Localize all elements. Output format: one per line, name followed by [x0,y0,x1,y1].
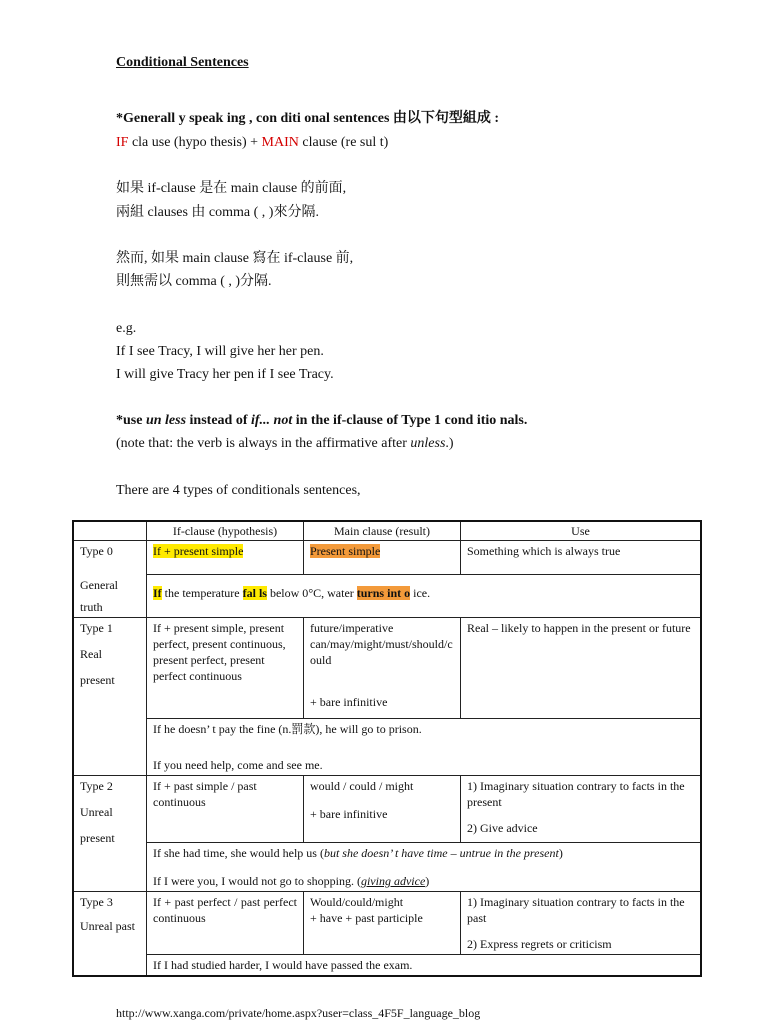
page-title: Conditional Sentences [116,55,249,70]
type-desc: Real [80,647,102,661]
footer-url[interactable]: http://www.xanga.com/private/home.aspx?user=class_4F5F_language_blog [116,1006,481,1020]
type3-main-line: Would/could/might [310,895,404,909]
type-name: Type 2 [80,779,113,793]
unless-rule-text: *use [116,413,146,428]
type3-use-line: 2) Express regrets or criticism [467,937,612,951]
type2-main-line: + bare infinitive [310,807,388,821]
conditionals-table [72,520,702,977]
intro-heading: *Generall y speak ing , con diti onal sentences 由以下句型組成 : [116,111,500,126]
type2-if: If + past simple / past continuous [147,776,304,843]
type3-label [73,892,147,977]
table-row [73,955,701,977]
type1-use: Real – likely to happen in the present or future [461,618,702,719]
table-row [73,541,701,575]
type-desc: General [80,578,118,592]
type-desc: truth [80,600,103,614]
example-text: If she had time, she would help us ( [153,846,324,860]
main-keyword: MAIN [261,135,299,150]
type3-main-line: + have + past participle [310,911,423,925]
example-text: below 0 [266,586,309,600]
type2-example [147,843,702,892]
type1-label [73,618,147,776]
example-line: If he doesn’ t pay the fine (n.罰款), he will go to prison. [153,722,422,736]
type2-label [73,776,147,892]
type0-main [304,541,461,575]
note2-line1: 然而, 如果 main clause 寫在 if-clause 前, [116,251,354,266]
example-text: the temperature [161,586,243,600]
example-text: ice. [410,586,431,600]
unless-note-word: unless [410,436,446,451]
table-row [73,776,701,843]
type-name: Type 3 [80,895,113,909]
header-empty [73,521,147,541]
header-if-clause: If-clause (hypothesis) [147,521,304,541]
main-clause-label: clause (re sul t) [298,135,389,150]
type1-main [304,618,461,719]
type2-main-line: would / could / might [310,779,414,793]
note2-line2: 則無需以 comma ( , )分隔. [116,274,272,289]
example-verb: fal ls [242,586,267,600]
type3-use [461,892,702,955]
example-line1: If I see Tracy, I will give her her pen. [116,344,324,359]
unless-rule [116,412,527,430]
type-name: Type 1 [80,621,113,635]
type3-if: If + past perfect / past perfect continuous [147,892,304,955]
type1-main-line: + bare infinitive [310,695,388,709]
intro-formula [116,134,388,152]
example-line [153,845,694,861]
unless-rule-text: in the if-clause of Type 1 cond itio nals. [292,413,528,428]
table-row [73,719,701,776]
type2-use-line: 1) Imaginary situation contrary to facts in the present [467,779,685,809]
type-desc: present [80,673,115,687]
table-row [73,843,701,892]
type2-main [304,776,461,843]
type-desc: Unreal past [80,919,135,933]
unless-rule-text: instead of [186,413,251,428]
type2-use [461,776,702,843]
type3-example: If I had studied harder, I would have passed the exam. [147,955,702,977]
table-row [73,892,701,955]
note1-line1: 如果 if-clause 是在 main clause 的前面, [116,181,347,196]
example-label: e.g. [116,321,137,336]
example-text: °C, water [308,586,357,600]
unless-note-text: .) [445,436,454,451]
example-line2: I will give Tracy her pen if I see Tracy. [116,367,334,382]
type3-main [304,892,461,955]
type0-main-text: Present simple [310,544,381,558]
type0-if [147,541,304,575]
example-verb: turns int o [356,586,411,600]
example-note: giving advice [360,874,426,888]
header-main-clause: Main clause (result) [304,521,461,541]
if-clause-label: cla use (hypo thesis) + [128,135,262,150]
type-desc: present [80,831,115,845]
type1-if: If + present simple, present perfect, present continuous, present perfect, present perfect continuous [147,618,304,719]
example-if: If [153,586,162,600]
example-text: ) [558,846,563,860]
note1-line2: 兩組 clauses 由 comma ( , )來分隔. [116,205,319,220]
unless-note-text: (note that: the verb is always in the affirmative after [116,436,411,451]
type1-main-line: can/may/might/must/should/could [310,637,453,667]
type3-use-line: 1) Imaginary situation contrary to facts in the past [467,895,685,925]
header-use: Use [461,521,702,541]
unless-note [116,435,454,453]
table-header-row [73,521,701,541]
type-desc: Unreal [80,805,113,819]
if-not-word: if... not [250,413,293,428]
example-line: If you need help, come and see me. [153,758,323,772]
type0-label [73,541,147,618]
if-keyword: IF [116,135,129,150]
type0-example [147,575,702,618]
table-row [73,618,701,719]
example-text: If I were you, I would not go to shopping. ( [153,874,361,888]
example-note: but she doesn’ t have time – untrue in the present [323,846,559,860]
type1-main-line: future/imperative [310,621,394,635]
example-line [153,873,694,889]
type0-use: Something which is always true [461,541,702,575]
unless-word: un less [145,413,187,428]
example-text: ) [425,874,430,888]
types-intro: There are 4 types of conditionals sentences, [116,483,361,498]
table-row [73,575,701,618]
type-name: Type 0 [80,544,113,558]
type2-use-line: 2) Give advice [467,821,538,835]
type1-example [147,719,702,776]
type0-if-text: If + present simple [153,544,244,558]
